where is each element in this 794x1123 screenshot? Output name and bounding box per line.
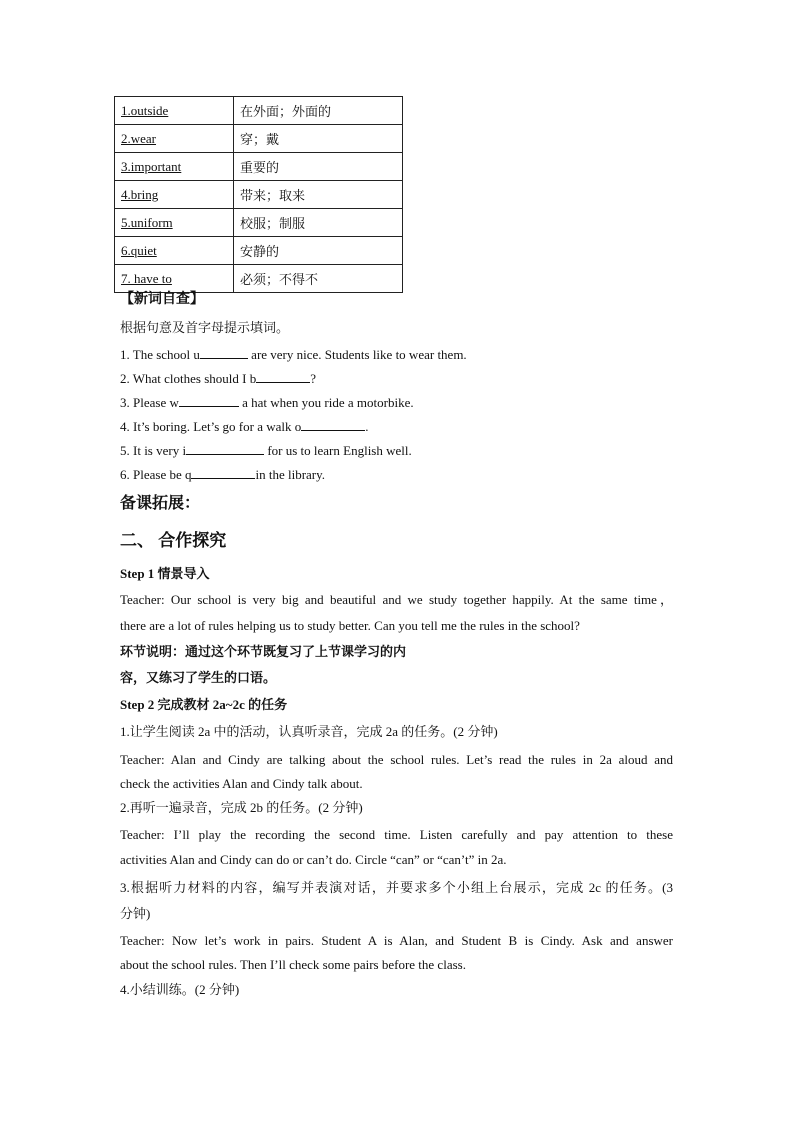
vocab-meaning: 必须；不得不 bbox=[234, 265, 403, 293]
exercise-item bbox=[120, 466, 325, 484]
teacher-text: Teacher: I’ll play the recording the second time. Listen carefully and pay attention to these bbox=[120, 827, 673, 842]
vocab-word: 2.wear bbox=[115, 125, 234, 153]
exercise-text: 1. The school u bbox=[120, 347, 200, 362]
table-row bbox=[115, 265, 403, 293]
table-row bbox=[115, 209, 403, 237]
fill-blank[interactable] bbox=[186, 442, 264, 455]
exercise-text: 3. Please w bbox=[120, 395, 179, 410]
vocab-word: 4.bring bbox=[115, 181, 234, 209]
teacher-text: activities Alan and Cindy can do or can’t do. Circle “can” or “can’t” in 2a. bbox=[120, 852, 507, 867]
vocab-word: 3.important bbox=[115, 153, 234, 181]
step1-title: Step 1 情景导入 bbox=[120, 566, 210, 581]
teacher-text: check the activities Alan and Cindy talk about. bbox=[120, 776, 363, 791]
vocab-meaning: 安静的 bbox=[234, 237, 403, 265]
task-instruction: 4.小结训练。(2 分钟) bbox=[120, 982, 240, 997]
exercise-item bbox=[120, 418, 369, 436]
exercise-text: 4. It’s boring. Let’s go for a walk o bbox=[120, 419, 302, 434]
step1-note: 环节说明：通过这个环节既复习了上节课学习的内 bbox=[120, 644, 407, 659]
prep-extension-heading: 备课拓展： bbox=[120, 495, 201, 512]
vocab-meaning: 穿；戴 bbox=[234, 125, 403, 153]
task-instruction: 分钟) bbox=[120, 906, 151, 921]
table-row bbox=[115, 153, 403, 181]
exercise-text: a hat when you ride a motorbike. bbox=[238, 395, 414, 410]
task-instruction: 3.根据听力材料的内容，编写并表演对话，并要求多个小组上台展示，完成 2c 的任务。(3 bbox=[120, 880, 673, 895]
fill-blank[interactable] bbox=[179, 394, 239, 407]
vocabulary-table bbox=[114, 96, 403, 293]
exercise-text: . bbox=[365, 419, 369, 434]
teacher-text: about the school rules. Then I’ll check some pairs before the class. bbox=[120, 957, 466, 972]
fill-blank[interactable] bbox=[256, 370, 310, 383]
exercise-item bbox=[120, 394, 414, 412]
table-row bbox=[115, 97, 403, 125]
step2-title: Step 2 完成教材 2a~2c 的任务 bbox=[120, 697, 288, 712]
step1-note: 容，又练习了学生的口语。 bbox=[120, 670, 277, 685]
vocab-meaning: 重要的 bbox=[234, 153, 403, 181]
vocab-meaning: 在外面；外面的 bbox=[234, 97, 403, 125]
fill-blank[interactable] bbox=[301, 418, 365, 431]
fill-blank[interactable] bbox=[200, 346, 248, 359]
vocab-meaning: 校服；制服 bbox=[234, 209, 403, 237]
exercise-text: 5. It is very i bbox=[120, 443, 187, 458]
section-title: 二、 合作探究 bbox=[120, 531, 227, 550]
fill-blank[interactable] bbox=[191, 466, 255, 479]
task-instruction: 2.再听一遍录音，完成 2b 的任务。(2 分钟) bbox=[120, 800, 363, 815]
step1-teacher-text: Teacher: Our school is very big and beautiful and we study together happily. At the same time， bbox=[120, 592, 673, 607]
exercise-text: are very nice. Students like to wear them. bbox=[247, 347, 467, 362]
exercise-text: ? bbox=[310, 371, 317, 386]
table-row bbox=[115, 237, 403, 265]
vocab-meaning: 带来；取来 bbox=[234, 181, 403, 209]
exercise-text: 2. What clothes should I b bbox=[120, 371, 257, 386]
exercise-text: in the library. bbox=[255, 467, 326, 482]
exercise-text: for us to learn English well. bbox=[264, 443, 412, 458]
table-row bbox=[115, 181, 403, 209]
vocab-word: 5.uniform bbox=[115, 209, 234, 237]
exercise-text: 6. Please be q bbox=[120, 467, 192, 482]
self-check-heading: 【新词自查】 bbox=[120, 292, 204, 307]
teacher-text: Teacher: Alan and Cindy are talking about the school rules. Let’s read the rules in 2a aloud and bbox=[120, 752, 673, 767]
table-row bbox=[115, 125, 403, 153]
teacher-text: Teacher: Now let’s work in pairs. Student A is Alan, and Student B is Cindy. Ask and answer bbox=[120, 933, 673, 948]
vocab-word: 7. have to bbox=[115, 265, 234, 293]
step1-teacher-text: there are a lot of rules helping us to study better. Can you tell me the rules in the school? bbox=[120, 618, 580, 633]
self-check-instruction: 根据句意及首字母提示填词。 bbox=[120, 320, 290, 335]
vocab-word: 6.quiet bbox=[115, 237, 234, 265]
exercise-item bbox=[120, 370, 316, 388]
exercise-item bbox=[120, 346, 467, 364]
exercise-item bbox=[120, 442, 412, 460]
vocab-word: 1.outside bbox=[115, 97, 234, 125]
task-instruction: 1.让学生阅读 2a 中的活动，认真听录音，完成 2a 的任务。(2 分钟) bbox=[120, 724, 498, 739]
